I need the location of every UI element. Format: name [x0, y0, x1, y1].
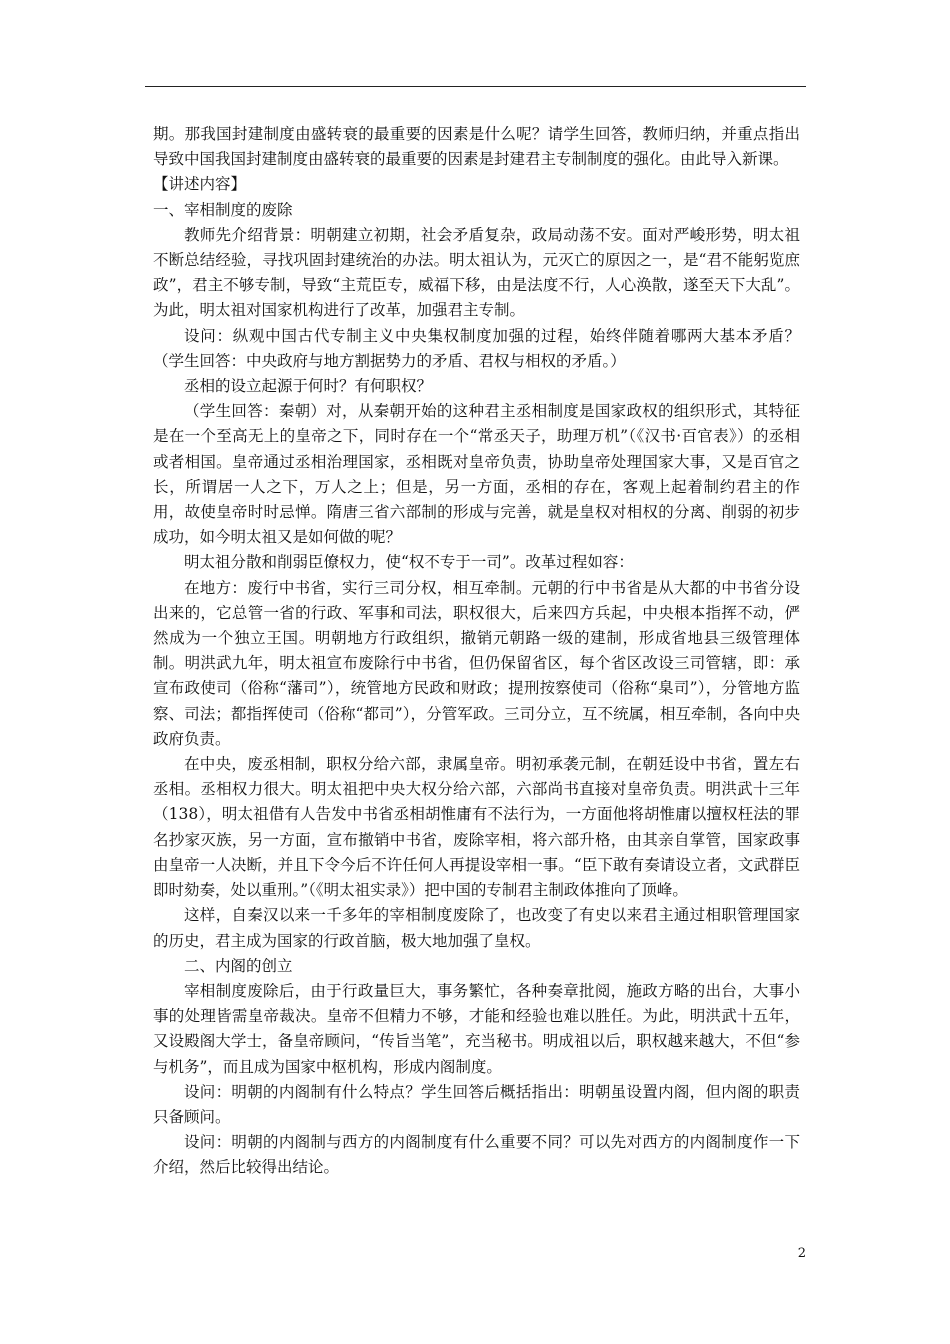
- paragraph-question-cabinet-features: 设问：明朝的内阁制有什么特点？学生回答后概括指出：明朝虽设置内阁，但内阁的职责只备顾问。: [153, 1082, 800, 1126]
- section-label-lecture-content: 【讲述内容】: [153, 175, 247, 194]
- section-heading-cabinet-creation: 二、内阁的创立: [184, 956, 293, 975]
- document-body: [153, 122, 800, 1181]
- paragraph-local-reform: 在地方：废行中书省，实行三司分权，相互牵制。元朝的行中书省是从大都的中书省分设出来的，它总管一省的行政、军事和司法，职权很大，后来四方兵起，中央根本指挥不动，俨然成为一个独立王国。明朝地方行政组织，撤销元朝路一级的建制，形成省地县三级管理体制。明洪武九年，明太祖宣布废除行中书省，但仍保留省区，每个省区改设三司管辖，即：承宣布政使司（俗称“藩司”），统管地方民政和财政；提刑按察使司（俗称“臬司”），分管地方监察、司法；都指挥使司（俗称“都司”），分管军政。三司分立，互不统属，相互牵制，各向中央政府负责。: [153, 578, 800, 748]
- paragraph-background: 教师先介绍背景：明朝建立初期，社会矛盾复杂，政局动荡不安。面对严峻形势，明太祖不断总结经验，寻找巩固封建统治的办法。明太祖认为，元灭亡的原因之一，是“君不能躬览庶政”，君主不够专制，导致“主荒臣专，威福下移，由是法度不行，人心涣散，遂至天下大乱”。为此，明太祖对国家机构进行了改革，加强君主专制。: [153, 225, 800, 320]
- paragraph-intro-continuation: 期。那我国封建制度由盛转衰的最重要的因素是什么呢？请学生回答，教师归纳，并重点指出导致中国我国封建制度由盛转衰的最重要的因素是封建君主专制制度的强化。由此导入新课。: [153, 125, 800, 169]
- paragraph-question-chancellor-origin: 丞相的设立起源于何时？有何职权？: [184, 377, 433, 396]
- paragraph-question-contradictions: 设问：纵观中国古代专制主义中央集权制度加强的过程，始终伴随着哪两大基本矛盾？（学生回答：中央政府与地方割据势力的矛盾、君权与相权的矛盾。）: [153, 326, 800, 370]
- paragraph-central-reform: 在中央，废丞相制，职权分给六部，隶属皇帝。明初承袭元制，在朝廷设中书省，置左右丞相。丞相权力很大。明太祖把中央大权分给六部，六部尚书直接对皇帝负责。明洪武十三年（138），明太祖借有人告发中书省丞相胡惟庸有不法行为，一方面他将胡惟庸以擅权枉法的罪名抄家灭族，另一方面，宣布撤销中书省，废除宰相，将六部升格，由其亲自掌管，国家政事由皇帝一人决断，并且下令今后不许任何人再提设宰相一事。“臣下敢有奏请设立者，文武群臣即时劾奏，处以重刑。”（《明太祖实录》）把中国的专制君主制政体推向了顶峰。: [153, 755, 800, 900]
- page-number: 2: [797, 1246, 806, 1261]
- paragraph-question-cabinet-comparison: 设问：明朝的内阁制与西方的内阁制度有什么重要不同？可以先对西方的内阁制度作一下介绍，然后比较得出结论。: [153, 1133, 800, 1177]
- section-heading-abolition-of-chancellor: 一、宰相制度的废除: [153, 200, 293, 219]
- paragraph-cabinet-origin: 宰相制度废除后，由于行政量巨大，事务繁忙，各种奏章批阅，施政方略的出台，大事小事的处理皆需皇帝裁决。皇帝不但精力不够，才能和经验也难以胜任。为此，明洪武十五年，又设殿阁大学士，备皇帝顾问，“传旨当笔”，充当秘书。明成祖以后，职权越来越大，不但“参与机务”，而且成为国家中枢机构，形成内阁制度。: [153, 981, 800, 1076]
- paragraph-power-division: 明太祖分散和削弱臣僚权力，使“权不专于一司”。改革过程如容：: [184, 553, 634, 572]
- paragraph-conclusion-chancellor: 这样，自秦汉以来一千多年的宰相制度废除了，也改变了有史以来君主通过相职管理国家的历史，君主成为国家的行政首脑，极大地加强了皇权。: [153, 906, 800, 950]
- paragraph-chancellor-system: （学生回答：秦朝）对，从秦朝开始的这种君主丞相制度是国家政权的组织形式，其特征是在一个至高无上的皇帝之下，同时存在一个“常丞天子，助理万机”（《汉书·百官表》）的丞相或者相国。皇帝通过丞相治理国家，丞相既对皇帝负责，协助皇帝处理国家大事，又是百官之长，所谓居一人之下，万人之上；但是，另一方面，丞相的存在，客观上起着制约君主的作用，故使皇帝时时忌惮。隋唐三省六部制的形成与完善，就是皇权对相权的分离、削弱的初步成功，如今明太祖又是如何做的呢？: [153, 402, 800, 547]
- header-rule: [145, 86, 806, 87]
